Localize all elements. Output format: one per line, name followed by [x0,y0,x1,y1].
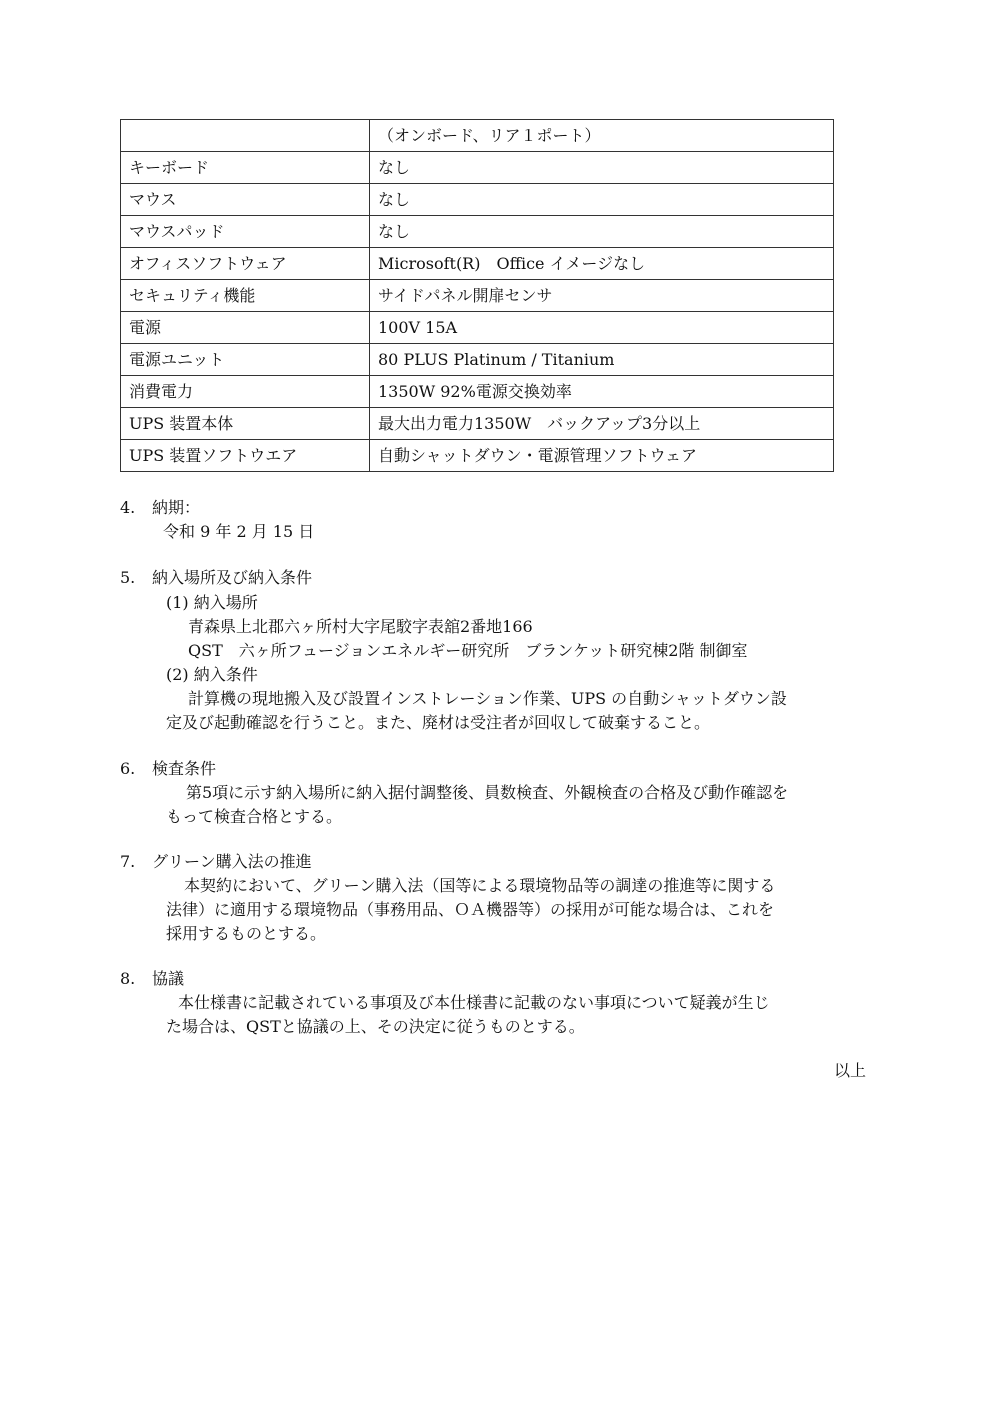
delivery-place: QST 六ヶ所フュージョンエネルギー研究所 ブランケット研究棟2階 制御室 [188,641,748,660]
spec-value-cell: なし [370,184,834,216]
spec-table [120,119,834,472]
spec-value-cell: 1350W 92%電源交換効率 [370,376,834,408]
spec-label-cell: 電源 [121,312,370,344]
section-number: 6. [120,759,136,778]
section-title: グリーン購入法の推進 [152,852,312,871]
section-number: 5. [120,568,136,587]
body-text: 本仕様書に記載されている事項及び本仕様書に記載のない事項について疑義が生じ [178,993,770,1012]
spec-label-cell: マウスパッド [121,216,370,248]
section-number: 4. [120,498,136,517]
spec-value-cell: 自動シャットダウン・電源管理ソフトウェア [370,440,834,472]
spec-value-cell: なし [370,152,834,184]
spec-table-row [121,408,834,440]
spec-table-row [121,152,834,184]
spec-label-cell: キーボード [121,152,370,184]
spec-table-row [121,120,834,152]
body-text: もって検査合格とする。 [166,807,343,826]
spec-label-cell [121,120,370,152]
closing-mark: 以上 [834,1061,867,1080]
section-title: 協議 [152,969,185,988]
section-title: 納期： [152,498,201,517]
body-text: た場合は、QSTと協議の上、その決定に従うものとする。 [166,1017,585,1036]
spec-label-cell: 電源ユニット [121,344,370,376]
spec-label-cell: UPS 装置ソフトウエア [121,440,370,472]
section-title: 検査条件 [152,759,217,778]
spec-table-row [121,184,834,216]
body-text: 定及び起動確認を行うこと。また、廃材は受注者が回収して破棄すること。 [166,713,711,732]
spec-label-cell: 消費電力 [121,376,370,408]
subsection-title: (2) 納入条件 [166,665,258,684]
spec-table-row [121,248,834,280]
body-text: 採用するものとする。 [166,924,327,943]
body-text: 本契約において、グリーン購入法（国等による環境物品等の調達の推進等に関する [184,876,776,895]
spec-table-row [121,376,834,408]
body-text: 法律）に適用する環境物品（事務用品、ＯＡ機器等）の採用が可能な場合は、これを [166,900,775,919]
spec-value-cell: 最大出力電力1350W バックアップ3分以上 [370,408,834,440]
section-number: 8. [120,969,136,988]
spec-table-row [121,280,834,312]
spec-table-row [121,440,834,472]
spec-label-cell: マウス [121,184,370,216]
spec-label-cell: オフィスソフトウェア [121,248,370,280]
spec-label-cell: UPS 装置本体 [121,408,370,440]
body-text: 第5項に示す納入場所に納入据付調整後、員数検査、外観検査の合格及び動作確認を [186,783,789,802]
spec-value-cell: Microsoft(R) Office イメージなし [370,248,834,280]
section-title: 納入場所及び納入条件 [152,568,313,587]
spec-table-row [121,344,834,376]
spec-value-cell: 80 PLUS Platinum / Titanium [370,344,834,376]
spec-value-cell: （オンボード、リア１ポート） [370,120,834,152]
subsection-title: (1) 納入場所 [166,593,258,612]
delivery-date: 令和 9 年 2 月 15 日 [163,522,315,541]
spec-label-cell: セキュリティ機能 [121,280,370,312]
section-number: 7. [120,852,136,871]
spec-table-row [121,216,834,248]
spec-value-cell: なし [370,216,834,248]
spec-value-cell: 100V 15A [370,312,834,344]
spec-value-cell: サイドパネル開扉センサ [370,280,834,312]
body-text: 計算機の現地搬入及び設置インストレーション作業、UPS の自動シャットダウン設 [188,689,787,708]
spec-table-row [121,312,834,344]
delivery-address: 青森県上北郡六ヶ所村大字尾駮字表舘2番地166 [188,617,533,636]
